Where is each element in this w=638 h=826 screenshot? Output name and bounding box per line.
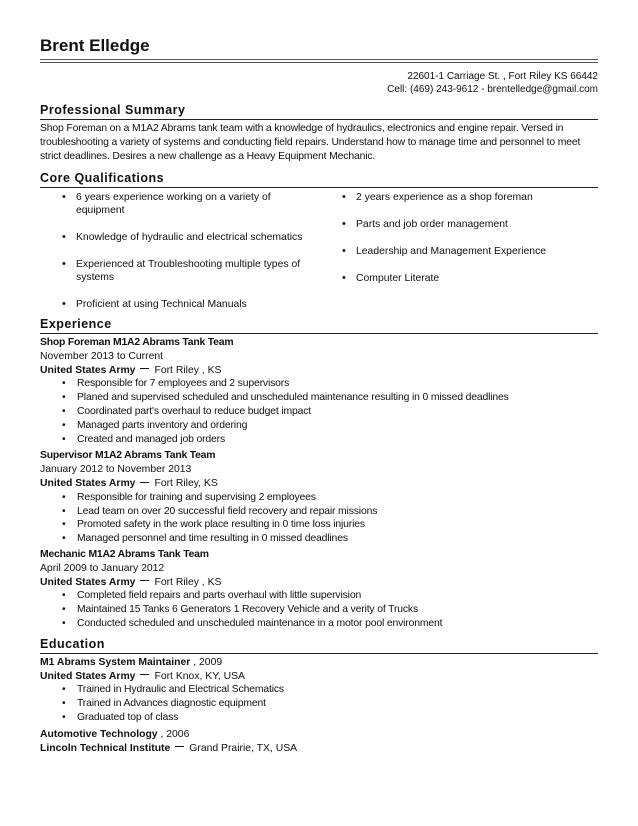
job-bullet: • Promoted safety in the work place resulting in 0 time loss injuries — [40, 518, 598, 532]
education-heading: Education — [40, 636, 105, 651]
job-employer-line — [40, 576, 598, 590]
section-divider — [40, 119, 598, 120]
job-title: Shop Foreman M1A2 Abrams Tank Team — [40, 337, 234, 348]
job-employer-line — [40, 364, 598, 378]
job-dates: April 2009 to January 2012 — [40, 562, 165, 574]
experience-heading: Experience — [40, 317, 112, 331]
job-bullet: • Responsible for training and supervising 2 employees — [40, 491, 598, 505]
summary-heading: Professional Summary — [40, 103, 186, 117]
job-bullet: • Responsible for 7 employees and 2 supervisors — [40, 377, 598, 391]
qualifications-section — [40, 171, 598, 317]
job-bullets — [40, 491, 598, 546]
qualification-item: • Experienced at Troubleshooting multiple types of systems — [40, 258, 320, 284]
section-divider — [40, 333, 598, 334]
job-bullet: • Managed parts inventory and ordering — [40, 419, 598, 433]
qualification-item: • Computer Literate — [320, 272, 590, 285]
job-dates: January 2012 to November 2013 — [40, 464, 192, 476]
employer-name: United States Army — [40, 477, 136, 489]
qualification-item: • 2 years experience as a shop foreman — [320, 191, 590, 204]
resume-page — [40, 36, 598, 755]
section-divider — [40, 187, 598, 188]
address-line: 22601-1 Carriage St. , Fort Riley KS 66442 — [407, 71, 598, 82]
employer-location: Fort Riley , KS — [154, 576, 222, 588]
summary-section — [40, 103, 598, 164]
employer-name: United States Army — [40, 364, 136, 376]
candidate-name: Brent Elledge — [40, 36, 150, 55]
job-title: Mechanic M1A2 Abrams Tank Team — [40, 548, 209, 560]
degree-year: , 2009 — [193, 656, 223, 668]
qualifications-right-list — [320, 191, 590, 317]
education-section — [40, 637, 598, 756]
school-line — [40, 670, 598, 684]
job-bullets — [40, 377, 598, 446]
header-divider — [40, 59, 598, 63]
dash-separator — [140, 482, 149, 483]
degree-name: Automotive Technology — [40, 728, 158, 740]
school-line — [40, 742, 598, 756]
job-bullet: • Created and managed job orders — [40, 433, 598, 447]
job-title: Supervisor M1A2 Abrams Tank Team — [40, 450, 216, 462]
qualifications-left-list — [40, 191, 320, 317]
job-bullet: • Planed and supervised scheduled and unscheduled maintenance resulting in 0 missed deadlines — [40, 391, 598, 405]
job-dates: November 2013 to Current — [40, 350, 164, 362]
section-divider — [40, 653, 598, 654]
school-location: Grand Prairie, TX, USA — [189, 742, 298, 754]
job-bullet: • Lead team on over 20 successful field recovery and repair missions — [40, 505, 598, 519]
employer-location: Fort Riley , KS — [154, 364, 222, 376]
job-employer-line — [40, 477, 598, 491]
qualifications-heading: Core Qualifications — [40, 171, 165, 185]
school-name: Lincoln Technical Institute — [40, 742, 171, 754]
dash-separator — [140, 368, 149, 369]
job-entry — [40, 548, 598, 631]
summary-text: Shop Foreman on a M1A2 Abrams tank team with a knowledge of hydraulics, electronics and engine repair. Versed in troubleshooting a variety of systems and conducting field repairs. Understand how to manage time and personnel to meet strict deadlines. Desires a new challenge as a Heavy Equipment Mechanic. — [40, 123, 581, 162]
qualification-item: • Knowledge of hydraulic and electrical schematics — [40, 231, 320, 244]
education-bullet: • Trained in Advances diagnostic equipment — [40, 697, 598, 711]
job-bullet: • Conducted scheduled and unscheduled maintenance in a motor pool environment — [40, 617, 598, 631]
dash-separator — [140, 580, 149, 581]
job-bullets — [40, 589, 598, 630]
employer-location: Fort Riley, KS — [154, 477, 218, 489]
experience-section — [40, 317, 598, 631]
degree-line — [40, 728, 598, 742]
phone-email-line: Cell: (469) 243-9612 - brentelledge@gmail.com — [387, 84, 598, 95]
dash-separator — [140, 674, 149, 675]
qualification-item: • Parts and job order management — [320, 218, 590, 231]
contact-block — [40, 70, 598, 96]
qualifications-columns — [40, 191, 598, 317]
school-location: Fort Knox, KY, USA — [154, 670, 245, 682]
school-name: United States Army — [40, 670, 136, 682]
job-bullet: • Coordinated part's overhaul to reduce budget impact — [40, 405, 598, 419]
job-bullet: • Managed personnel and time resulting in 0 missed deadlines — [40, 532, 598, 546]
education-bullet: • Trained in Hydraulic and Electrical Schematics — [40, 683, 598, 697]
qualification-item: • 6 years experience working on a variety of equipment — [40, 191, 320, 217]
job-entry — [40, 449, 598, 546]
education-bullet: • Graduated top of class — [40, 711, 598, 725]
education-entry — [40, 656, 598, 725]
dash-separator — [175, 746, 184, 747]
degree-year: , 2006 — [160, 728, 190, 740]
education-bullets — [40, 683, 598, 724]
qualification-item: • Proficient at using Technical Manuals — [40, 298, 320, 311]
degree-name: M1 Abrams System Maintainer — [40, 656, 191, 668]
degree-line — [40, 656, 598, 670]
qualification-item: • Leadership and Management Experience — [320, 245, 590, 258]
employer-name: United States Army — [40, 576, 136, 588]
job-entry — [40, 336, 598, 446]
job-bullet: • Maintained 15 Tanks 6 Generators 1 Recovery Vehicle and a verity of Trucks — [40, 603, 598, 617]
education-entry — [40, 728, 598, 756]
job-bullet: • Completed field repairs and parts overhaul with little supervision — [40, 589, 598, 603]
